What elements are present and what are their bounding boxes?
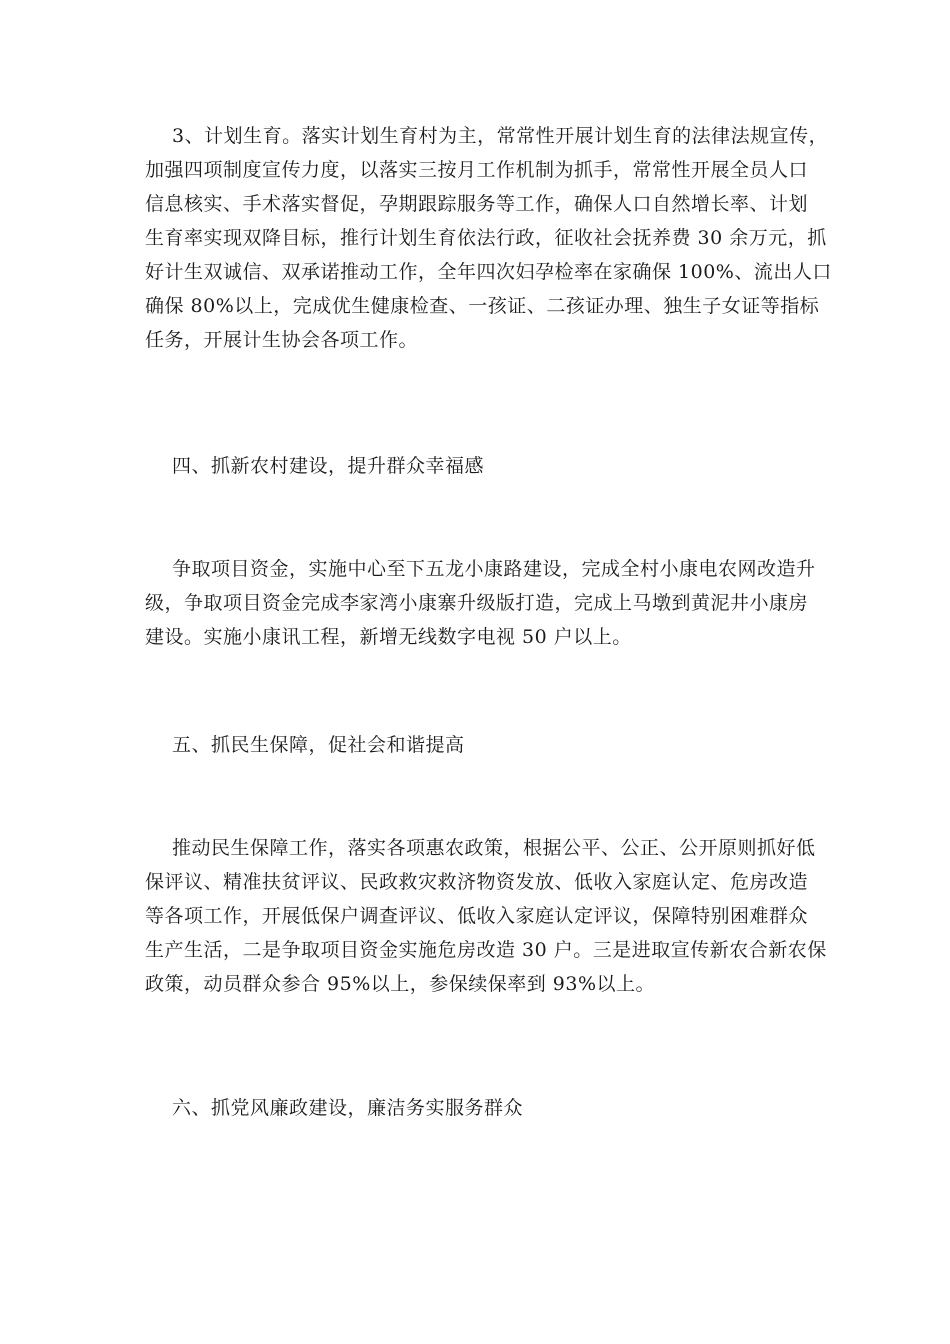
text-line: 保评议、精准扶贫评议、民政救灾救济物资发放、低收入家庭认定、危房改造 bbox=[145, 871, 809, 893]
text-line: 建设。实施小康讯工程，新增无线数字电视 50 户以上。 bbox=[145, 626, 632, 648]
text-line: 推动民生保障工作，落实各项惠农政策，根据公平、公正、公开原则抓好低 bbox=[172, 837, 816, 859]
text-line: 生产生活，二是争取项目资金实施危房改造 30 户。三是进取宣传新农合新农保 bbox=[145, 939, 827, 961]
heading-text: 六、抓党风廉政建设，廉洁务实服务群众 bbox=[172, 1097, 524, 1119]
section-heading-6 bbox=[172, 1091, 812, 1125]
section-heading-4 bbox=[172, 449, 812, 483]
text-line: 信息核实、手术落实督促，孕期跟踪服务等工作，确保人口自然增长率、计划 bbox=[145, 193, 809, 215]
paragraph-family-planning bbox=[145, 119, 832, 357]
section-heading-5 bbox=[172, 728, 812, 762]
text-line: 任务，开展计生协会各项工作。 bbox=[145, 329, 419, 351]
text-line: 级，争取项目资金完成李家湾小康寨升级版打造，完成上马墩到黄泥井小康房 bbox=[145, 592, 809, 614]
text-line: 政策，动员群众参合 95%以上，参保续保率到 93%以上。 bbox=[145, 973, 656, 995]
text-line: 生育率实现双降目标，推行计划生育依法行政，征收社会抚养费 30 余万元，抓 bbox=[145, 227, 827, 249]
text-line: 等各项工作，开展低保户调查评议、低收入家庭认定评议，保障特别困难群众 bbox=[145, 905, 809, 927]
text-line: 争取项目资金，实施中心至下五龙小康路建设，完成全村小康电农网改造升 bbox=[172, 558, 816, 580]
text-line: 确保 80%以上，完成优生健康检查、一孩证、二孩证办理、独生子女证等指标 bbox=[145, 295, 820, 317]
text-line: 3、计划生育。落实计划生育村为主，常常性开展计划生育的法律法规宣传， bbox=[172, 125, 829, 147]
heading-text: 四、抓新农村建设，提升群众幸福感 bbox=[172, 455, 485, 477]
paragraph-livelihood bbox=[145, 831, 827, 1001]
paragraph-rural-construction bbox=[145, 552, 816, 654]
heading-text: 五、抓民生保障，促社会和谐提高 bbox=[172, 734, 465, 756]
text-line: 加强四项制度宣传力度，以落实三按月工作机制为抓手，常常性开展全员人口 bbox=[145, 159, 809, 181]
text-line: 好计生双诚信、双承诺推动工作，全年四次妇孕检率在家确保 100%、流出人口 bbox=[145, 261, 832, 283]
